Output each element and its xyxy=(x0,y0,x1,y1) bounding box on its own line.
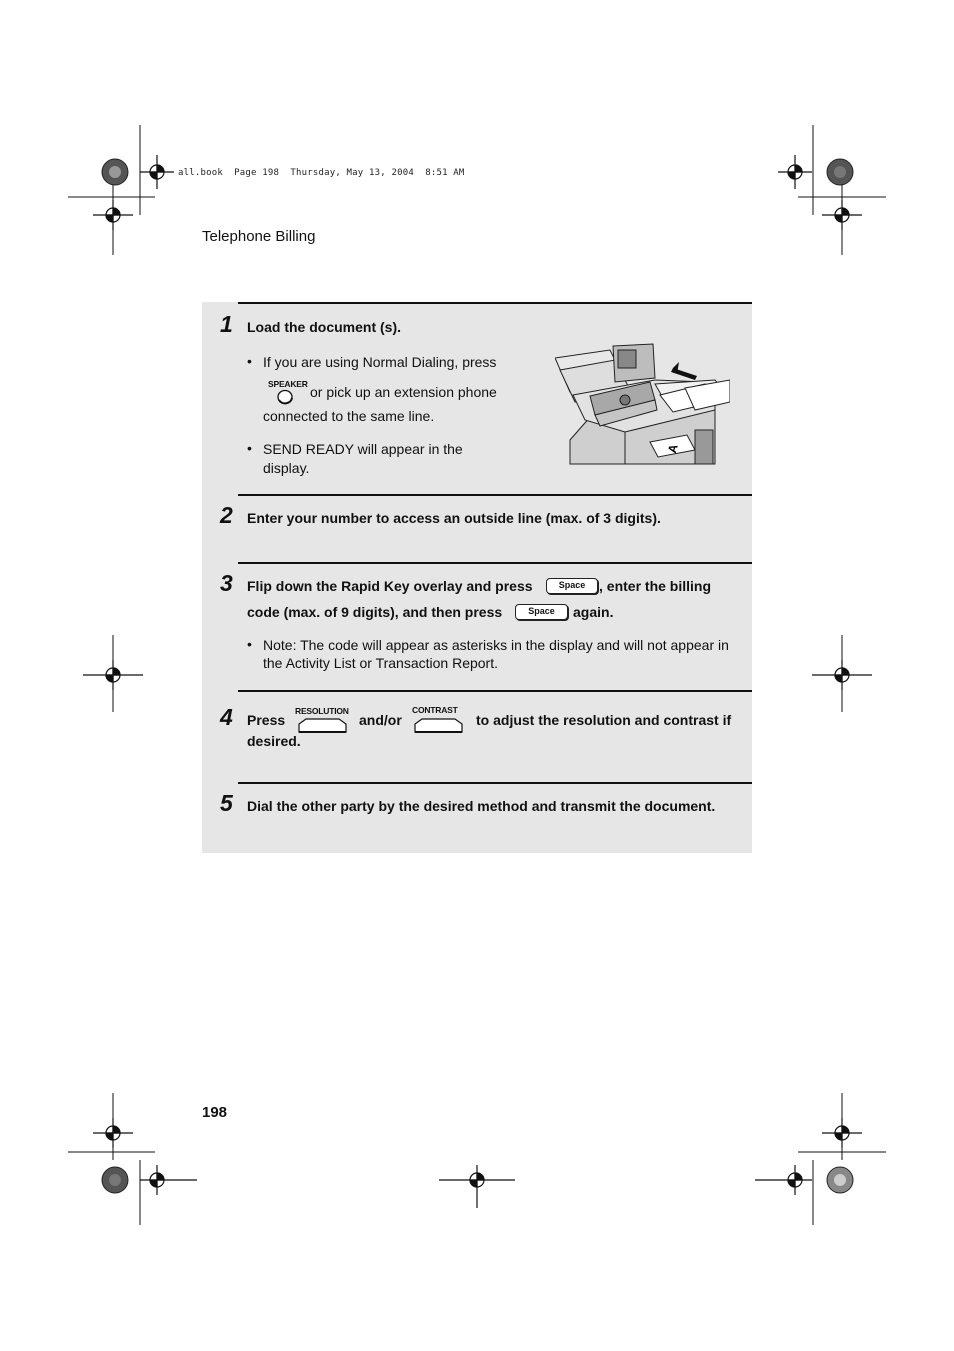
speaker-key-icon xyxy=(275,388,297,406)
file-slug: all.book Page 198 Thursday, May 13, 2004 8:51 AM xyxy=(178,168,465,178)
space-key: Space xyxy=(546,578,598,594)
step-4-text: desired. xyxy=(247,733,301,749)
step-number: 2 xyxy=(220,502,233,528)
bullet: • xyxy=(247,636,252,652)
step-number: 5 xyxy=(220,790,233,816)
resolution-key-label: RESOLUTION xyxy=(295,706,349,716)
step-number: 1 xyxy=(220,311,233,337)
speaker-key-label: SPEAKER xyxy=(268,379,308,389)
contrast-key-label: CONTRAST xyxy=(412,705,458,715)
step-3-text: , enter the billing xyxy=(599,578,712,594)
step-1-text: SEND READY will appear in the xyxy=(263,441,463,457)
step-divider xyxy=(238,782,752,784)
doc-letter: A xyxy=(664,442,681,455)
step-1-text: If you are using Normal Dialing, press xyxy=(263,354,497,370)
contrast-key-icon xyxy=(414,718,464,734)
step-1-text: or pick up an extension phone xyxy=(310,384,497,400)
step-4-text: and/or xyxy=(359,712,402,728)
step-3-text: Flip down the Rapid Key overlay and press xyxy=(247,578,533,594)
step-3-note: Note: The code will appear as asterisks in the display and will not appear in xyxy=(263,637,729,653)
resolution-key-icon xyxy=(298,718,348,734)
page-number: 198 xyxy=(202,1104,228,1121)
step-1-text: display. xyxy=(263,460,310,476)
space-key: Space xyxy=(515,604,568,620)
step-number: 4 xyxy=(220,704,233,730)
step-3-note: the Activity List or Transaction Report. xyxy=(263,655,498,671)
step-divider xyxy=(238,302,752,304)
step-4-text: Press xyxy=(247,712,286,728)
step-number: 3 xyxy=(220,570,233,596)
fax-machine-illustration xyxy=(555,340,730,466)
step-divider xyxy=(238,690,752,692)
step-1-title: Load the document (s). xyxy=(247,319,401,335)
step-2-text: Enter your number to access an outside line (max. of 3 digits). xyxy=(247,510,661,526)
step-divider xyxy=(238,562,752,564)
step-5-text: Dial the other party by the desired method and transmit the document. xyxy=(247,798,716,814)
section-title: Telephone Billing xyxy=(202,228,316,245)
step-4-text: to adjust the resolution and contrast if xyxy=(476,712,732,728)
bullet: • xyxy=(247,353,252,369)
bullet: • xyxy=(247,440,252,456)
step-3-text: again. xyxy=(573,604,614,620)
step-1-text: connected to the same line. xyxy=(263,408,435,424)
step-divider xyxy=(238,494,752,496)
step-3-text: code (max. of 9 digits), and then press xyxy=(247,604,503,620)
